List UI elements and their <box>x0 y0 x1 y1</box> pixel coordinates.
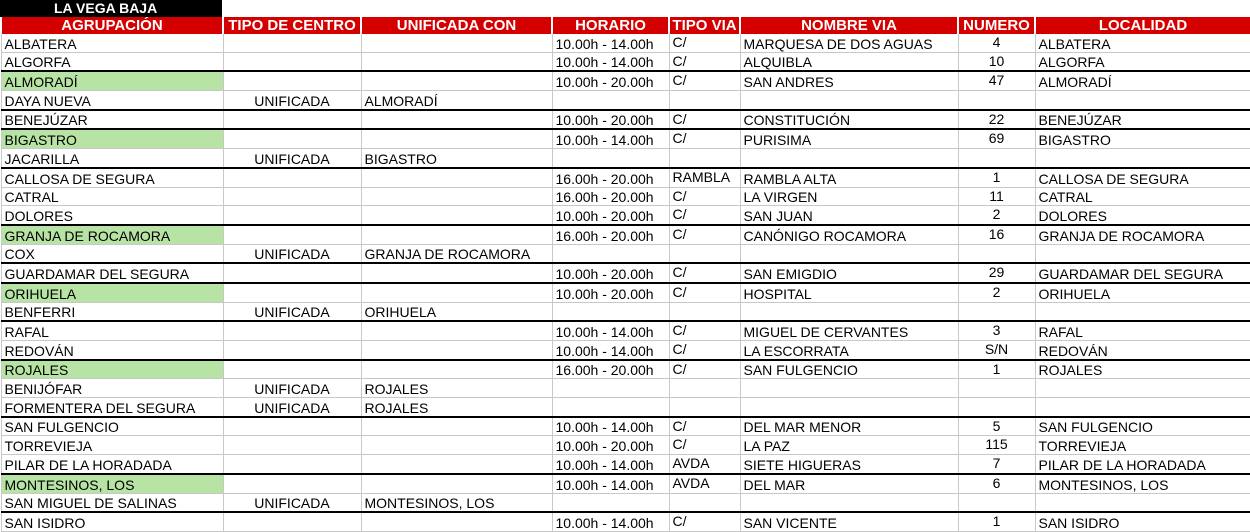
cell-nombre-via[interactable] <box>740 244 958 263</box>
cell-numero[interactable]: 16 <box>958 225 1035 244</box>
cell-localidad[interactable]: ROJALES <box>1035 360 1250 379</box>
cell-horario[interactable]: 10.00h - 20.00h <box>552 263 669 283</box>
cell-localidad[interactable]: DOLORES <box>1035 206 1250 225</box>
cell-nombre-via[interactable]: MIGUEL DE CERVANTES <box>740 321 958 340</box>
cell-localidad[interactable]: TORREVIEJA <box>1035 436 1250 455</box>
cell-tipo-centro[interactable]: UNIFICADA <box>223 149 361 168</box>
header-tipo-via[interactable]: TIPO VIA <box>669 17 740 34</box>
cell-tipo-via[interactable]: C/ <box>669 187 740 206</box>
cell-tipo-centro[interactable] <box>223 417 361 436</box>
cell-localidad[interactable]: ORIHUELA <box>1035 283 1250 302</box>
cell-unificada-con[interactable] <box>361 34 552 52</box>
cell-tipo-centro[interactable] <box>223 225 361 244</box>
cell-localidad[interactable]: BIGASTRO <box>1035 129 1250 148</box>
table-row <box>1 71 1250 90</box>
cell-nombre-via[interactable]: DEL MAR MENOR <box>740 417 958 436</box>
cell-tipo-via[interactable] <box>669 149 740 168</box>
cell-localidad[interactable] <box>1035 302 1250 321</box>
table-row <box>1 455 1250 474</box>
cell-agrupacion[interactable]: DOLORES <box>1 206 223 225</box>
cell-localidad[interactable]: GUARDAMAR DEL SEGURA <box>1035 263 1250 283</box>
cell-unificada-con[interactable] <box>361 71 552 90</box>
cell-horario[interactable]: 10.00h - 14.00h <box>552 341 669 360</box>
cell-localidad[interactable]: CALLOSA DE SEGURA <box>1035 168 1250 187</box>
cell-numero[interactable]: 7 <box>958 455 1035 474</box>
cell-agrupacion[interactable]: BENFERRI <box>1 302 223 321</box>
cell-horario[interactable]: 10.00h - 20.00h <box>552 436 669 455</box>
cell-agrupacion[interactable]: GUARDAMAR DEL SEGURA <box>1 263 223 283</box>
header-tipo-centro[interactable]: TIPO DE CENTRO <box>223 17 361 34</box>
cell-tipo-via[interactable]: C/ <box>669 263 740 283</box>
cell-unificada-con[interactable] <box>361 455 552 474</box>
cell-tipo-centro[interactable] <box>223 455 361 474</box>
cell-tipo-centro[interactable]: UNIFICADA <box>223 398 361 417</box>
cell-tipo-centro[interactable] <box>223 187 361 206</box>
cell-unificada-con[interactable] <box>361 341 552 360</box>
cell-localidad[interactable]: CATRAL <box>1035 187 1250 206</box>
cell-horario[interactable]: 16.00h - 20.00h <box>552 225 669 244</box>
cell-tipo-centro[interactable] <box>223 206 361 225</box>
cell-unificada-con[interactable] <box>361 360 552 379</box>
cell-numero[interactable] <box>958 149 1035 168</box>
cell-localidad[interactable]: PILAR DE LA HORADADA <box>1035 455 1250 474</box>
cell-tipo-via[interactable] <box>669 91 740 110</box>
table-row <box>1 398 1250 417</box>
cell-tipo-centro[interactable] <box>223 283 361 302</box>
cell-numero[interactable]: 22 <box>958 110 1035 130</box>
cell-unificada-con[interactable]: ALMORADÍ <box>361 91 552 110</box>
cell-nombre-via[interactable] <box>740 493 958 512</box>
cell-localidad[interactable] <box>1035 149 1250 168</box>
header-unificada-con[interactable]: UNIFICADA CON <box>361 17 552 34</box>
cell-tipo-centro[interactable]: UNIFICADA <box>223 244 361 263</box>
cell-agrupacion[interactable]: REDOVÁN <box>1 341 223 360</box>
table-row <box>1 417 1250 436</box>
cell-numero[interactable]: 11 <box>958 187 1035 206</box>
cell-nombre-via[interactable]: SAN ANDRES <box>740 71 958 90</box>
cell-tipo-via[interactable]: C/ <box>669 321 740 340</box>
cell-tipo-centro[interactable] <box>223 321 361 340</box>
cell-unificada-con[interactable] <box>361 474 552 493</box>
cell-numero[interactable]: 69 <box>958 129 1035 148</box>
cell-localidad[interactable] <box>1035 493 1250 512</box>
cell-nombre-via[interactable] <box>740 398 958 417</box>
header-row <box>1 17 1250 34</box>
cell-numero[interactable]: 1 <box>958 168 1035 187</box>
cell-horario[interactable] <box>552 398 669 417</box>
table-row <box>1 474 1250 493</box>
cell-nombre-via[interactable]: LA PAZ <box>740 436 958 455</box>
cell-tipo-via[interactable]: AVDA <box>669 455 740 474</box>
cell-unificada-con[interactable]: GRANJA DE ROCAMORA <box>361 244 552 263</box>
cell-unificada-con[interactable] <box>361 110 552 130</box>
cell-localidad[interactable] <box>1035 379 1250 398</box>
cell-unificada-con[interactable] <box>361 52 552 71</box>
cell-localidad[interactable]: ALBATERA <box>1035 34 1250 52</box>
cell-agrupacion[interactable]: ORIHUELA <box>1 283 223 302</box>
cell-numero[interactable] <box>958 398 1035 417</box>
cell-tipo-centro[interactable] <box>223 52 361 71</box>
cell-horario[interactable]: 10.00h - 14.00h <box>552 455 669 474</box>
cell-unificada-con[interactable] <box>361 187 552 206</box>
cell-numero[interactable]: 1 <box>958 512 1035 531</box>
table-body <box>1 34 1250 531</box>
cell-numero[interactable] <box>958 302 1035 321</box>
cell-tipo-via[interactable]: C/ <box>669 417 740 436</box>
cell-agrupacion[interactable]: BIGASTRO <box>1 129 223 148</box>
cell-nombre-via[interactable]: CANÓNIGO ROCAMORA <box>740 225 958 244</box>
cell-tipo-centro[interactable] <box>223 110 361 130</box>
cell-tipo-centro[interactable] <box>223 474 361 493</box>
table-row <box>1 52 1250 71</box>
cell-agrupacion[interactable]: BENIJÓFAR <box>1 379 223 398</box>
cell-numero[interactable]: 2 <box>958 206 1035 225</box>
header-numero[interactable]: NUMERO <box>958 17 1035 34</box>
cell-agrupacion[interactable]: CATRAL <box>1 187 223 206</box>
cell-agrupacion[interactable]: MONTESINOS, LOS <box>1 474 223 493</box>
cell-tipo-via[interactable]: C/ <box>669 341 740 360</box>
cell-horario[interactable]: 16.00h - 20.00h <box>552 168 669 187</box>
cell-agrupacion[interactable]: COX <box>1 244 223 263</box>
cell-numero[interactable]: 29 <box>958 263 1035 283</box>
cell-horario[interactable]: 10.00h - 20.00h <box>552 283 669 302</box>
table-row <box>1 244 1250 263</box>
cell-numero[interactable]: 1 <box>958 360 1035 379</box>
cell-horario[interactable] <box>552 302 669 321</box>
cell-tipo-via[interactable] <box>669 398 740 417</box>
cell-horario[interactable]: 10.00h - 14.00h <box>552 474 669 493</box>
cell-numero[interactable]: 6 <box>958 474 1035 493</box>
cell-tipo-via[interactable]: RAMBLA <box>669 168 740 187</box>
cell-nombre-via[interactable]: SIETE HIGUERAS <box>740 455 958 474</box>
table-row <box>1 360 1250 379</box>
cell-horario[interactable]: 10.00h - 14.00h <box>552 417 669 436</box>
cell-tipo-via[interactable]: C/ <box>669 129 740 148</box>
cell-unificada-con[interactable] <box>361 206 552 225</box>
cell-horario[interactable]: 16.00h - 20.00h <box>552 360 669 379</box>
cell-tipo-centro[interactable] <box>223 436 361 455</box>
cell-nombre-via[interactable]: ALQUIBLA <box>740 52 958 71</box>
cell-localidad[interactable]: BENEJÚZAR <box>1035 110 1250 130</box>
cell-nombre-via[interactable]: HOSPITAL <box>740 283 958 302</box>
cell-tipo-via[interactable]: C/ <box>669 71 740 90</box>
cell-horario[interactable] <box>552 244 669 263</box>
table-row <box>1 187 1250 206</box>
cell-agrupacion[interactable]: SAN MIGUEL DE SALINAS <box>1 493 223 512</box>
cell-unificada-con[interactable]: ORIHUELA <box>361 302 552 321</box>
cell-tipo-centro[interactable] <box>223 71 361 90</box>
cell-nombre-via[interactable] <box>740 149 958 168</box>
cell-tipo-via[interactable]: C/ <box>669 110 740 130</box>
cell-tipo-via[interactable] <box>669 493 740 512</box>
cell-tipo-via[interactable] <box>669 379 740 398</box>
cell-tipo-via[interactable]: C/ <box>669 225 740 244</box>
table-row <box>1 302 1250 321</box>
cell-agrupacion[interactable]: RAFAL <box>1 321 223 340</box>
cell-tipo-centro[interactable] <box>223 263 361 283</box>
cell-numero[interactable]: 3 <box>958 321 1035 340</box>
cell-numero[interactable]: 10 <box>958 52 1035 71</box>
table-row <box>1 379 1250 398</box>
cell-numero[interactable]: 5 <box>958 417 1035 436</box>
cell-horario[interactable]: 10.00h - 20.00h <box>552 206 669 225</box>
cell-nombre-via[interactable]: SAN EMIGDIO <box>740 263 958 283</box>
sheet-title: LA VEGA BAJA <box>0 0 222 17</box>
cell-agrupacion[interactable]: BENEJÚZAR <box>1 110 223 130</box>
table-row <box>1 34 1250 52</box>
cell-tipo-via[interactable]: C/ <box>669 360 740 379</box>
cell-horario[interactable] <box>552 379 669 398</box>
cell-horario[interactable] <box>552 91 669 110</box>
cell-numero[interactable]: S/N <box>958 341 1035 360</box>
cell-tipo-via[interactable]: C/ <box>669 206 740 225</box>
cell-numero[interactable] <box>958 493 1035 512</box>
agrupaciones-table <box>0 17 1250 532</box>
cell-agrupacion[interactable]: JACARILLA <box>1 149 223 168</box>
cell-tipo-via[interactable]: C/ <box>669 512 740 531</box>
header-localidad[interactable]: LOCALIDAD <box>1035 17 1250 34</box>
cell-nombre-via[interactable]: SAN FULGENCIO <box>740 360 958 379</box>
cell-agrupacion[interactable]: ROJALES <box>1 360 223 379</box>
cell-nombre-via[interactable]: PURISIMA <box>740 129 958 148</box>
cell-tipo-via[interactable] <box>669 302 740 321</box>
cell-unificada-con[interactable]: ROJALES <box>361 398 552 417</box>
table-row <box>1 149 1250 168</box>
cell-localidad[interactable] <box>1035 91 1250 110</box>
cell-agrupacion[interactable]: SAN FULGENCIO <box>1 417 223 436</box>
header-agrupacion[interactable]: AGRUPACIÓN <box>1 17 223 34</box>
cell-numero[interactable]: 2 <box>958 283 1035 302</box>
cell-nombre-via[interactable] <box>740 302 958 321</box>
cell-unificada-con[interactable] <box>361 436 552 455</box>
cell-agrupacion[interactable]: ALMORADÍ <box>1 71 223 90</box>
cell-unificada-con[interactable] <box>361 225 552 244</box>
cell-horario[interactable]: 10.00h - 14.00h <box>552 34 669 52</box>
cell-tipo-centro[interactable] <box>223 360 361 379</box>
cell-tipo-centro[interactable]: UNIFICADA <box>223 493 361 512</box>
cell-unificada-con[interactable]: MONTESINOS, LOS <box>361 493 552 512</box>
cell-tipo-centro[interactable] <box>223 512 361 531</box>
header-horario[interactable]: HORARIO <box>552 17 669 34</box>
cell-tipo-centro[interactable]: UNIFICADA <box>223 302 361 321</box>
cell-agrupacion[interactable]: PILAR DE LA HORADADA <box>1 455 223 474</box>
cell-tipo-centro[interactable] <box>223 34 361 52</box>
cell-agrupacion[interactable]: CALLOSA DE SEGURA <box>1 168 223 187</box>
table-row <box>1 341 1250 360</box>
cell-agrupacion[interactable]: SAN ISIDRO <box>1 512 223 531</box>
cell-tipo-centro[interactable] <box>223 168 361 187</box>
table-row <box>1 263 1250 283</box>
table-row <box>1 436 1250 455</box>
cell-nombre-via[interactable]: SAN VICENTE <box>740 512 958 531</box>
cell-nombre-via[interactable]: MARQUESA DE DOS AGUAS <box>740 34 958 52</box>
cell-agrupacion[interactable]: GRANJA DE ROCAMORA <box>1 225 223 244</box>
cell-horario[interactable]: 10.00h - 14.00h <box>552 321 669 340</box>
table-row <box>1 512 1250 531</box>
cell-tipo-via[interactable]: C/ <box>669 34 740 52</box>
cell-nombre-via[interactable]: CONSTITUCIÓN <box>740 110 958 130</box>
cell-horario[interactable] <box>552 149 669 168</box>
cell-tipo-via[interactable]: AVDA <box>669 474 740 493</box>
cell-horario[interactable]: 16.00h - 20.00h <box>552 187 669 206</box>
cell-numero[interactable]: 4 <box>958 34 1035 52</box>
cell-unificada-con[interactable]: BIGASTRO <box>361 149 552 168</box>
cell-numero[interactable]: 115 <box>958 436 1035 455</box>
cell-localidad[interactable]: MONTESINOS, LOS <box>1035 474 1250 493</box>
cell-unificada-con[interactable] <box>361 129 552 148</box>
cell-unificada-con[interactable] <box>361 168 552 187</box>
cell-agrupacion[interactable]: ALBATERA <box>1 34 223 52</box>
cell-localidad[interactable]: SAN ISIDRO <box>1035 512 1250 531</box>
cell-tipo-via[interactable] <box>669 244 740 263</box>
cell-horario[interactable]: 10.00h - 14.00h <box>552 129 669 148</box>
cell-tipo-via[interactable]: C/ <box>669 52 740 71</box>
table-row <box>1 283 1250 302</box>
table-row <box>1 91 1250 110</box>
cell-tipo-centro[interactable]: UNIFICADA <box>223 91 361 110</box>
cell-nombre-via[interactable]: DEL MAR <box>740 474 958 493</box>
cell-nombre-via[interactable]: SAN JUAN <box>740 206 958 225</box>
table-row <box>1 110 1250 130</box>
cell-localidad[interactable]: ALGORFA <box>1035 52 1250 71</box>
cell-tipo-centro[interactable] <box>223 341 361 360</box>
cell-localidad[interactable] <box>1035 244 1250 263</box>
cell-agrupacion[interactable]: ALGORFA <box>1 52 223 71</box>
cell-agrupacion[interactable]: FORMENTERA DEL SEGURA <box>1 398 223 417</box>
cell-horario[interactable]: 10.00h - 14.00h <box>552 52 669 71</box>
table-row <box>1 168 1250 187</box>
cell-localidad[interactable] <box>1035 398 1250 417</box>
table-row <box>1 493 1250 512</box>
cell-nombre-via[interactable]: LA VIRGEN <box>740 187 958 206</box>
cell-nombre-via[interactable]: LA ESCORRATA <box>740 341 958 360</box>
table-row <box>1 129 1250 148</box>
cell-agrupacion[interactable]: DAYA NUEVA <box>1 91 223 110</box>
cell-tipo-centro[interactable]: UNIFICADA <box>223 379 361 398</box>
cell-horario[interactable]: 10.00h - 20.00h <box>552 110 669 130</box>
table-row <box>1 206 1250 225</box>
cell-nombre-via[interactable] <box>740 91 958 110</box>
table-row <box>1 225 1250 244</box>
header-nombre-via[interactable]: NOMBRE VIA <box>740 17 958 34</box>
table-row <box>1 321 1250 340</box>
cell-unificada-con[interactable] <box>361 321 552 340</box>
cell-horario[interactable]: 10.00h - 20.00h <box>552 71 669 90</box>
cell-nombre-via[interactable]: RAMBLA ALTA <box>740 168 958 187</box>
cell-unificada-con[interactable] <box>361 417 552 436</box>
cell-horario[interactable]: 10.00h - 14.00h <box>552 512 669 531</box>
cell-numero[interactable]: 47 <box>958 71 1035 90</box>
cell-tipo-via[interactable]: C/ <box>669 436 740 455</box>
cell-horario[interactable] <box>552 493 669 512</box>
cell-numero[interactable] <box>958 379 1035 398</box>
cell-agrupacion[interactable]: TORREVIEJA <box>1 436 223 455</box>
cell-tipo-centro[interactable] <box>223 129 361 148</box>
cell-unificada-con[interactable] <box>361 283 552 302</box>
cell-unificada-con[interactable] <box>361 263 552 283</box>
cell-unificada-con[interactable]: ROJALES <box>361 379 552 398</box>
cell-numero[interactable] <box>958 244 1035 263</box>
cell-localidad[interactable]: RAFAL <box>1035 321 1250 340</box>
cell-localidad[interactable]: SAN FULGENCIO <box>1035 417 1250 436</box>
cell-localidad[interactable]: ALMORADÍ <box>1035 71 1250 90</box>
cell-localidad[interactable]: REDOVÁN <box>1035 341 1250 360</box>
cell-unificada-con[interactable] <box>361 512 552 531</box>
cell-numero[interactable] <box>958 91 1035 110</box>
cell-tipo-via[interactable]: C/ <box>669 283 740 302</box>
cell-localidad[interactable]: GRANJA DE ROCAMORA <box>1035 225 1250 244</box>
cell-nombre-via[interactable] <box>740 379 958 398</box>
